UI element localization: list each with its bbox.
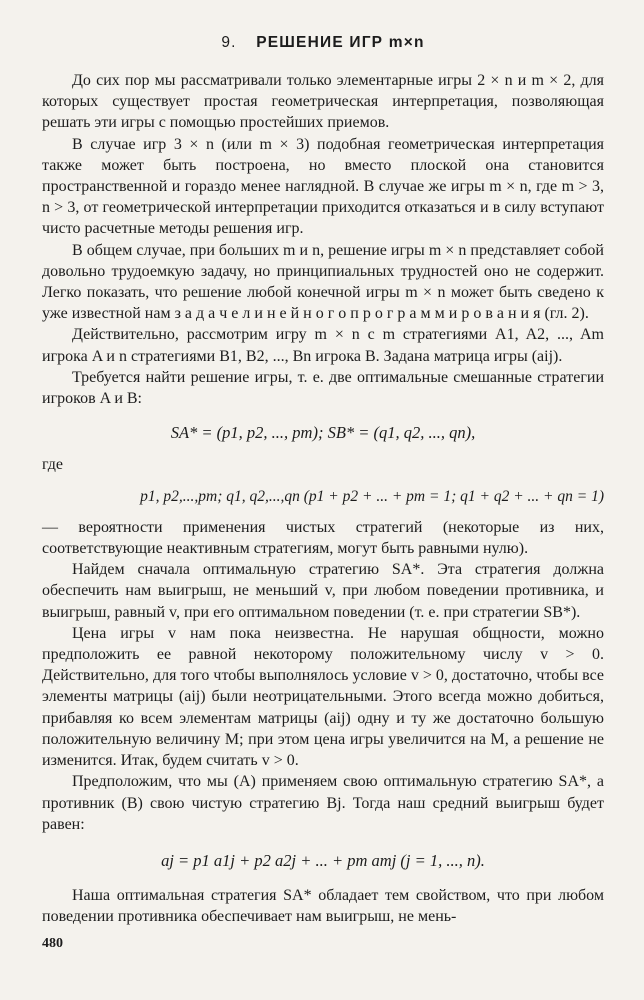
section-heading [42, 34, 604, 52]
paragraph-6: — вероятности применения чистых стратегий (некоторые из них, соответствующие неактивным стратегиям, могут быть равными нулю). [42, 518, 604, 558]
paragraph-7: Найдем сначала оптимальную стратегию SA*. Эта стратегия должна обеспечить нам выигрыш, не меньший v, при любом поведении противника, и выигрыш, равный v, при его оптимальном поведении (т. е. при стратегии SB*). [42, 561, 604, 621]
paragraph-1: До сих пор мы рассматривали только элементарные игры 2 × n и m × 2, для которых существует простая геометрическая интерпретация, позволяющая решать эти игры с помощью простейших приемов. [42, 72, 604, 132]
page-number: 480 [42, 936, 63, 951]
paragraph-10: Наша оптимальная стратегия SA* обладает тем свойством, что при любом поведении противника обеспечивает нам выигрыш, не мень- [42, 887, 604, 926]
formula-optimal-strategies: SA* = (p1, p2, ..., pm); SB* = (q1, q2, ..., qn), [170, 423, 476, 443]
section-number: 9. [221, 34, 237, 51]
formula-probabilities: p1, p2,...,pm; q1, q2,...,qn (p1 + p2 + ... + pm = 1; q1 + q2 + ... + qn = 1) [140, 487, 604, 505]
paragraph-4: Действительно, рассмотрим игру m × n с m стратегиями A1, A2, ..., Am игрока A и n стратегиями B1, B2, ..., Bn игрока B. Задана матрица игры (aij). [42, 326, 604, 365]
page-body [42, 70, 604, 928]
paragraph-9: Предположим, что мы (A) применяем свою оптимальную стратегию SA*, а противник (B) свою чистую стратегию Bj. Тогда наш средний выигрыш будет равен: [42, 773, 604, 833]
paragraph-5: Требуется найти решение игры, т. е. две оптимальные смешанные стратегии игроков A и B: [42, 368, 604, 408]
paragraph-8: Цена игры v нам пока неизвестна. Не нарушая общности, можно предположить ее равной некоторому положительному числу v > 0. Действительно, для того чтобы выполнялось условие v > 0, достаточно, чтобы все элементы матрицы (aij) были неотрицательными. Этого всегда можно добиться, прибавляя ко всем элементам матрицы (aij) одну и ту же достаточно большую положительную величину M; при этом цена игры увеличится на M, а решение не изменится. Итак, будем считать v > 0. [42, 624, 604, 770]
section-title: РЕШЕНИЕ ИГР m×n [256, 34, 425, 51]
paragraph-2: В случае игр 3 × n (или m × 3) подобная геометрическая интерпретация также может быть построена, но вместо плоской она становится пространственной и гораздо менее наглядной. В случае же игры m × n, где m > 3, n > 3, от геометрической интерпретации приходится отказаться и в силу вступают чисто расчетные методы решения игр. [42, 135, 604, 238]
paragraph-3: В общем случае, при больших m и n, решение игры m × n представляет собой довольно трудоемкую задачу, но принципиальных трудностей оно не содержит. Легко показать, что решение любой конечной игры m × n может быть сведено к уже известной нам з а д а ч е л и н е й н о г о п р о г р а м м и р о в а н и я (гл. 2). [42, 241, 604, 323]
where-label: где [42, 456, 64, 474]
formula-average-payoff: aj = p1 a1j + p2 a2j + ... + pm amj (j = 1, ..., n). [161, 850, 485, 870]
